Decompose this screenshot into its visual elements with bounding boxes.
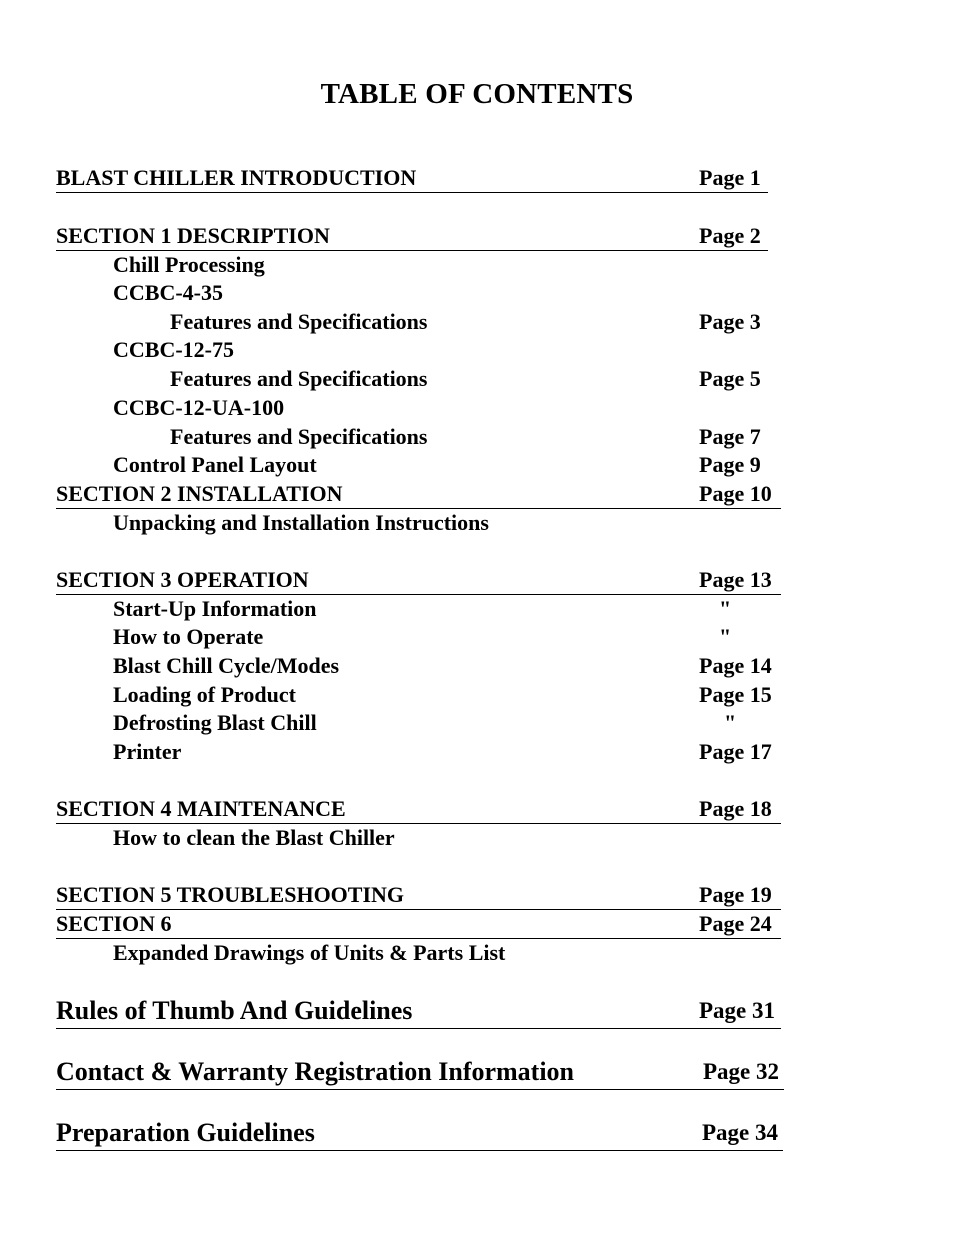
toc-page-number: Page 24 [699, 911, 772, 936]
toc-label: Control Panel Layout [113, 452, 317, 477]
toc-entry-contact-warranty[interactable] [56, 1055, 784, 1090]
toc-label: Defrosting Blast Chill [113, 710, 317, 735]
toc-page-number: Page 3 [699, 309, 761, 334]
toc-entry-section-3[interactable] [56, 566, 781, 595]
toc-entry-introduction[interactable] [56, 164, 768, 193]
toc-page-number: Page 19 [699, 882, 772, 907]
toc-label: SECTION 3 OPERATION [56, 567, 309, 592]
toc-label: Preparation Guidelines [56, 1118, 315, 1147]
toc-label: SECTION 6 [56, 911, 172, 936]
toc-label: Chill Processing [113, 252, 265, 277]
toc-entry-section-1[interactable] [56, 222, 768, 251]
toc-label: Unpacking and Installation Instructions [113, 510, 489, 535]
toc-page-number: " [719, 624, 732, 649]
toc-page-number: Page 2 [699, 223, 761, 248]
toc-entry-printer[interactable] [113, 738, 780, 766]
toc-label: Start-Up Information [113, 596, 317, 621]
toc-entry-ccbc-4-35[interactable] [113, 279, 773, 307]
toc-label: CCBC-12-UA-100 [113, 395, 285, 420]
toc-label: SECTION 5 TROUBLESHOOTING [56, 882, 405, 907]
toc-entry-blast-chill-cycle[interactable] [113, 652, 780, 680]
toc-page-number: Page 10 [699, 481, 772, 506]
toc-label: SECTION 2 INSTALLATION [56, 481, 343, 506]
toc-label: Features and Specifications [170, 424, 428, 449]
toc-label: Expanded Drawings of Units & Parts List [113, 940, 506, 965]
toc-entry-how-to-clean[interactable] [113, 824, 773, 852]
toc-page-number: Page 1 [699, 165, 761, 190]
toc-entry-start-up[interactable] [113, 595, 780, 623]
toc-entry-defrosting[interactable] [113, 709, 780, 737]
toc-entry-expanded-drawings[interactable] [113, 939, 773, 967]
toc-entry-how-to-operate[interactable] [113, 623, 780, 651]
toc-entry-chill-processing[interactable] [113, 251, 773, 279]
toc-page-number: Page 17 [699, 739, 772, 764]
toc-page-number: Page 15 [699, 682, 772, 707]
toc-entry-features-ccbc-12-75[interactable] [170, 365, 780, 393]
toc-page-number: Page 13 [699, 567, 772, 592]
toc-label: CCBC-12-75 [113, 337, 234, 362]
toc-label: CCBC-4-35 [113, 280, 223, 305]
toc-label: SECTION 1 DESCRIPTION [56, 223, 330, 248]
page-title: TABLE OF CONTENTS [320, 78, 634, 110]
toc-page-number: Page 5 [699, 366, 761, 391]
toc-entry-ccbc-12-ua-100[interactable] [113, 394, 773, 422]
toc-label: Contact & Warranty Registration Information [56, 1057, 575, 1086]
toc-label: Loading of Product [113, 682, 296, 707]
toc-entry-features-ccbc-4-35[interactable] [170, 308, 780, 336]
toc-entry-section-2[interactable] [56, 480, 781, 509]
toc-label: Features and Specifications [170, 366, 428, 391]
toc-entry-ccbc-12-75[interactable] [113, 336, 773, 364]
toc-page-number: Page 18 [699, 796, 772, 821]
toc-page-number: Page 14 [699, 653, 772, 678]
toc-label: BLAST CHILLER INTRODUCTION [56, 165, 417, 190]
toc-page-number: Page 31 [699, 998, 776, 1023]
toc-label: How to Operate [113, 624, 264, 649]
toc-entry-control-panel-layout[interactable] [113, 451, 780, 479]
toc-label: Printer [113, 739, 182, 764]
toc-entry-section-4[interactable] [56, 795, 781, 824]
toc-page-number: Page 34 [702, 1120, 779, 1145]
toc-entry-loading-of-product[interactable] [113, 681, 780, 709]
toc-page-number: Page 32 [703, 1059, 780, 1084]
toc-page-number: " [724, 710, 737, 735]
toc-entry-unpacking[interactable] [113, 509, 773, 537]
toc-label: How to clean the Blast Chiller [113, 825, 395, 850]
toc-entry-rules-of-thumb[interactable] [56, 994, 781, 1029]
toc-label: Blast Chill Cycle/Modes [113, 653, 340, 678]
toc-label: Features and Specifications [170, 309, 428, 334]
toc-entry-section-5[interactable] [56, 881, 781, 910]
toc-label: SECTION 4 MAINTENANCE [56, 796, 346, 821]
toc-page-number: " [719, 596, 732, 621]
toc-entry-preparation-guidelines[interactable] [56, 1116, 783, 1151]
toc-entry-section-6[interactable] [56, 910, 781, 939]
toc-page-number: Page 7 [699, 424, 761, 449]
toc-page-number: Page 9 [699, 452, 761, 477]
toc-entry-features-ccbc-12-ua-100[interactable] [170, 423, 780, 451]
toc-label: Rules of Thumb And Guidelines [56, 996, 413, 1025]
